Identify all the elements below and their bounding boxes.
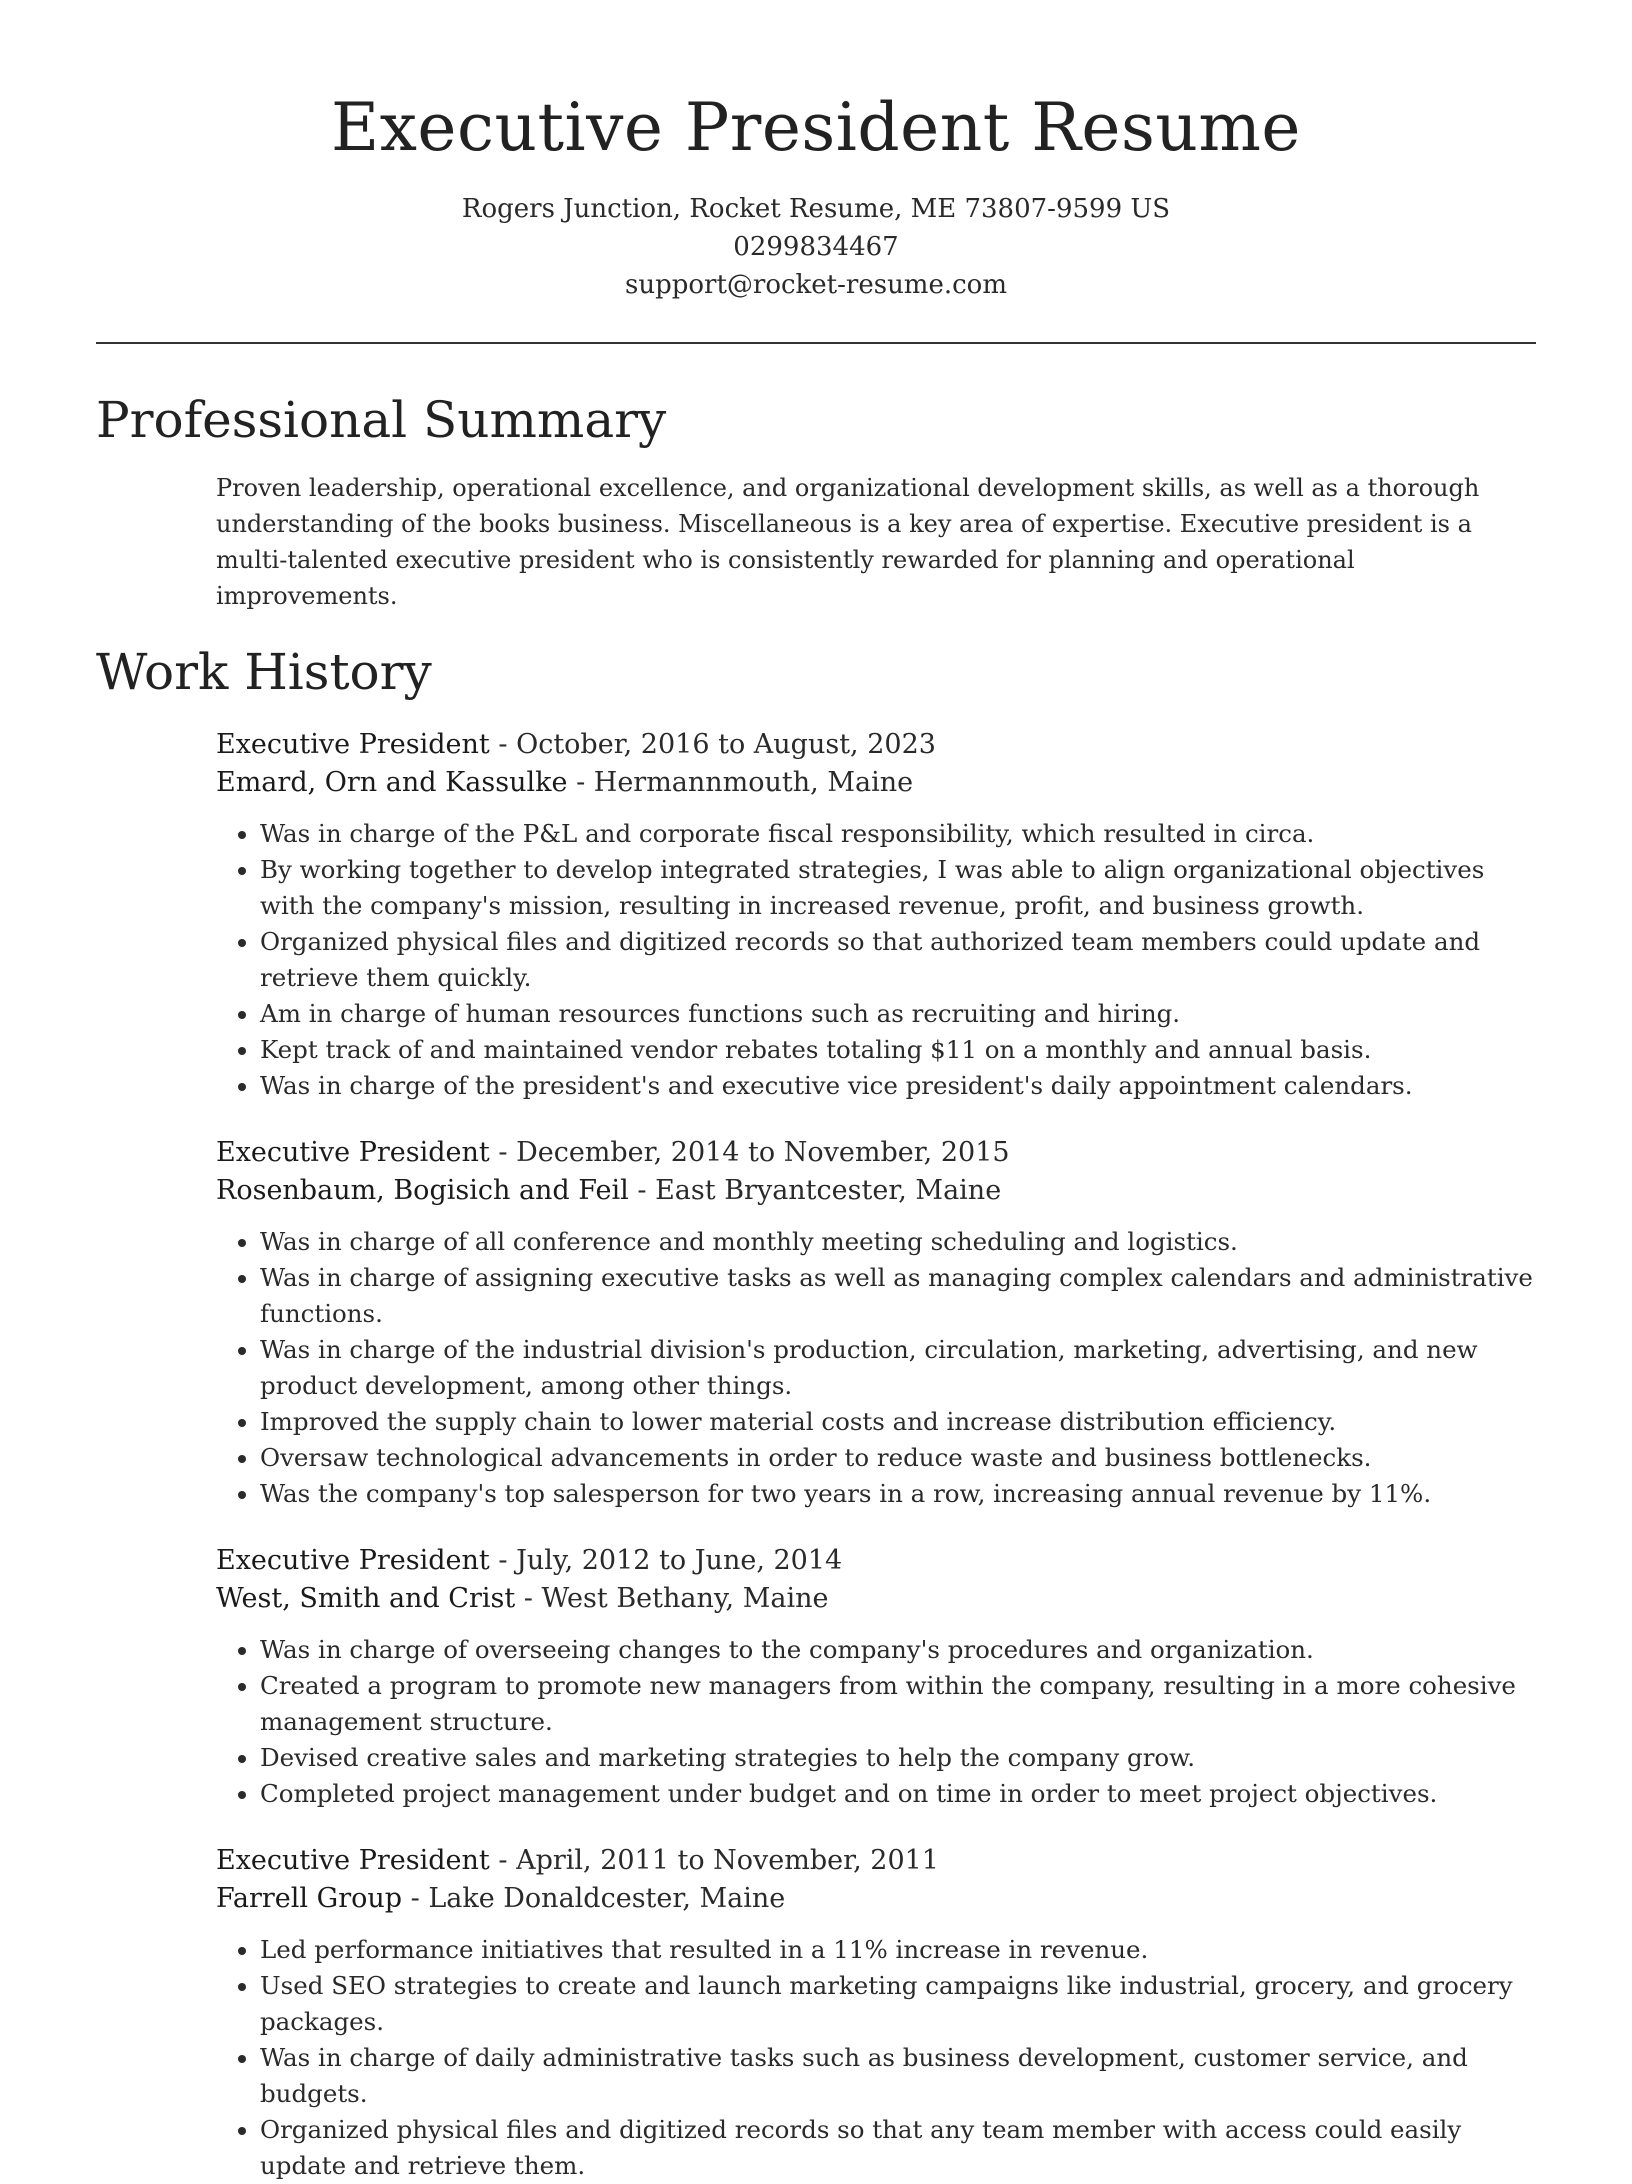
job-bullet: • Used SEO strategies to create and launch marketing campaigns like industrial, grocery, and grocery packages. bbox=[260, 1968, 1536, 2040]
job-company: Emard, Orn and Kassulke bbox=[216, 767, 568, 798]
job-dates: - December, 2014 to November, 2015 bbox=[489, 1137, 1010, 1168]
job-bullet: • Improved the supply chain to lower material costs and increase distribution efficiency. bbox=[260, 1404, 1536, 1440]
job-title-line bbox=[216, 1842, 1536, 1880]
job-title-line bbox=[216, 1134, 1536, 1172]
job-bullet: • By working together to develop integrated strategies, I was able to align organizational objectives with the company's mission, resulting in increased revenue, profit, and business growth. bbox=[260, 852, 1536, 924]
job-bullet: • Led performance initiatives that resulted in a 11% increase in revenue. bbox=[260, 1932, 1536, 1968]
job-bullet: • Was in charge of the president's and executive vice president's daily appointment calendars. bbox=[260, 1068, 1536, 1104]
resume-title: Executive President Resume bbox=[331, 89, 1301, 166]
section-title-summary: Professional Summary bbox=[96, 391, 667, 449]
job-location: - West Bethany, Maine bbox=[515, 1583, 829, 1614]
job-location: - East Bryantcester, Maine bbox=[628, 1175, 1002, 1206]
job-company-line bbox=[216, 1172, 1536, 1210]
job-location: - Hermannmouth, Maine bbox=[567, 767, 914, 798]
job-bullet: • Organized physical files and digitized records so that authorized team members could update and retrieve them quickly. bbox=[260, 924, 1536, 996]
job-entry bbox=[216, 1134, 1536, 1512]
job-company-line bbox=[216, 764, 1536, 802]
job-bullet: • Was in charge of assigning executive tasks as well as managing complex calendars and administrative functions. bbox=[260, 1260, 1536, 1332]
job-title-line bbox=[216, 726, 1536, 764]
job-bullet: • Was in charge of all conference and monthly meeting scheduling and logistics. bbox=[260, 1224, 1536, 1260]
job-title: Executive President bbox=[216, 729, 490, 760]
section-title-work-history: Work History bbox=[96, 643, 432, 701]
job-location: - Lake Donaldcester, Maine bbox=[402, 1883, 786, 1914]
job-bullet: • Was in charge of the P&L and corporate fiscal responsibility, which resulted in circa. bbox=[260, 816, 1536, 852]
summary-text: Proven leadership, operational excellence, and organizational development skills, as well as a thorough understanding of the books business. Miscellaneous is a key area of expertise. Executive president is a multi-talented executive president who is consistently rewarded for planning and operational improvements. bbox=[216, 474, 1480, 610]
job-title: Executive President bbox=[216, 1137, 490, 1168]
job-bullet: • Organized physical files and digitized records so that any team member with access could easily update and retrieve them. bbox=[260, 2112, 1536, 2184]
job-company: Farrell Group bbox=[216, 1883, 403, 1914]
job-entry bbox=[216, 726, 1536, 1104]
job-bullets bbox=[216, 1932, 1536, 2184]
job-bullet: • Kept track of and maintained vendor rebates totaling $11 on a monthly and annual basis. bbox=[260, 1032, 1536, 1068]
job-company: West, Smith and Crist bbox=[216, 1583, 516, 1614]
job-dates: - October, 2016 to August, 2023 bbox=[489, 729, 936, 760]
contact-address: Rogers Junction, Rocket Resume, ME 73807-9599 US bbox=[461, 194, 1171, 224]
job-dates: - July, 2012 to June, 2014 bbox=[489, 1545, 843, 1576]
job-bullet: • Am in charge of human resources functions such as recruiting and hiring. bbox=[260, 996, 1536, 1032]
contact-block bbox=[96, 190, 1536, 304]
job-title-line bbox=[216, 1542, 1536, 1580]
contact-email: support@rocket-resume.com bbox=[624, 270, 1007, 300]
job-bullet: • Was the company's top salesperson for two years in a row, increasing annual revenue by 11%. bbox=[260, 1476, 1536, 1512]
job-bullets bbox=[216, 816, 1536, 1104]
job-entry bbox=[216, 1842, 1536, 2184]
job-company-line bbox=[216, 1580, 1536, 1618]
job-bullets bbox=[216, 1632, 1536, 1812]
job-title: Executive President bbox=[216, 1845, 490, 1876]
job-bullet: • Was in charge of overseeing changes to the company's procedures and organization. bbox=[260, 1632, 1536, 1668]
job-bullet: • Devised creative sales and marketing strategies to help the company grow. bbox=[260, 1740, 1536, 1776]
job-entry bbox=[216, 1542, 1536, 1812]
job-bullets bbox=[216, 1224, 1536, 1512]
job-bullet: • Oversaw technological advancements in order to reduce waste and business bottlenecks. bbox=[260, 1440, 1536, 1476]
work-history-section bbox=[96, 640, 1536, 2184]
contact-phone: 0299834467 bbox=[733, 232, 899, 262]
job-bullet: • Created a program to promote new managers from within the company, resulting in a more cohesive management structure. bbox=[260, 1668, 1536, 1740]
job-bullet: • Was in charge of daily administrative tasks such as business development, customer service, and budgets. bbox=[260, 2040, 1536, 2112]
resume-page bbox=[96, 0, 1536, 2184]
professional-summary-section bbox=[96, 388, 1536, 614]
job-company: Rosenbaum, Bogisich and Feil bbox=[216, 1175, 629, 1206]
job-dates: - April, 2011 to November, 2011 bbox=[489, 1845, 939, 1876]
job-bullet: • Was in charge of the industrial division's production, circulation, marketing, advertising, and new product development, among other things. bbox=[260, 1332, 1536, 1404]
job-company-line bbox=[216, 1880, 1536, 1918]
job-bullet: • Completed project management under budget and on time in order to meet project objectives. bbox=[260, 1776, 1536, 1812]
header-divider bbox=[96, 342, 1536, 344]
job-title: Executive President bbox=[216, 1545, 490, 1576]
